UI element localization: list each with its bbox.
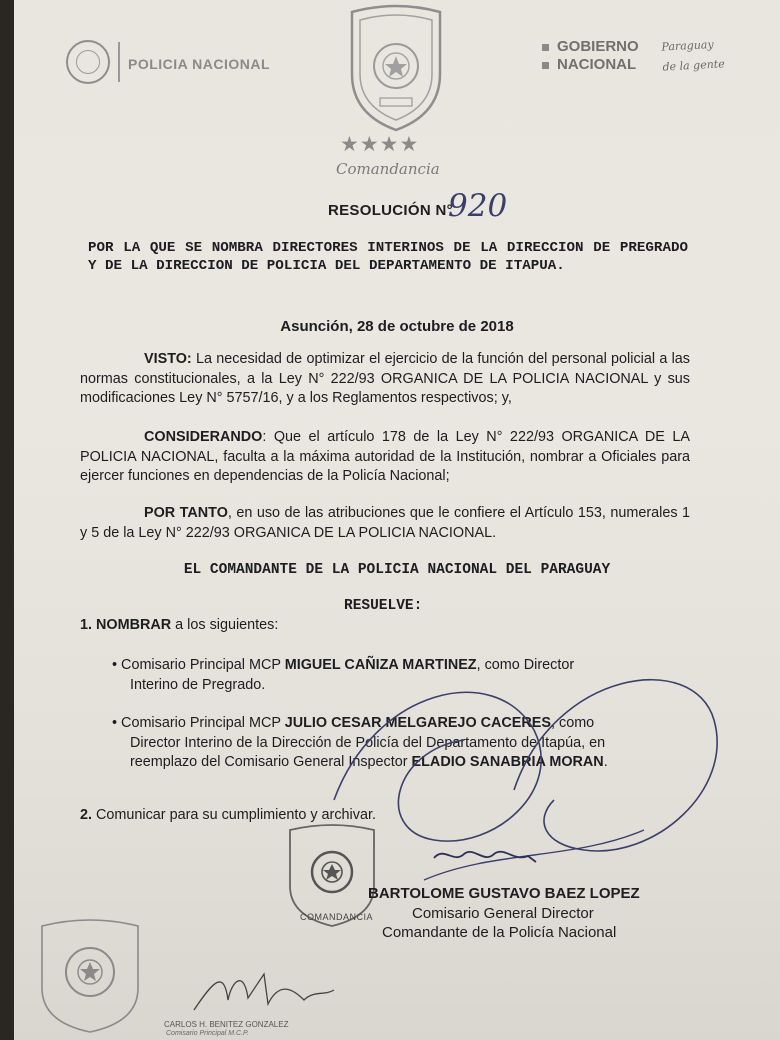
article-2-number: 2.	[80, 807, 93, 823]
square-bullet-icon	[542, 44, 549, 51]
authority-heading: EL COMANDANTE DE LA POLICIA NACIONAL DEL PARAGUAY	[183, 562, 611, 578]
por-tanto-paragraph	[80, 504, 690, 543]
bottom-signer-rank: Comisario Principal M.C.P.	[166, 1030, 249, 1037]
signer-rank: Comisario General Director	[412, 904, 594, 922]
signature-flourish-icon	[314, 650, 754, 900]
considerando-paragraph	[80, 428, 690, 487]
item-1-line2: Interino de Pregrado.	[130, 676, 266, 693]
por-tanto-label: POR TANTO	[144, 505, 228, 521]
signature-block	[368, 884, 640, 943]
resuelve-heading: RESUELVE:	[344, 598, 423, 614]
secondary-stamp-icon	[34, 914, 146, 1034]
subject: POR LA QUE SE NOMBRA DIRECTORES INTERINOS DE LA DIRECCION DE PREGRADO Y DE LA DIRECCION DE POLICIA DEL DEPARTAMENTO DE ITAPUA.	[88, 240, 688, 274]
item-1-suffix: , como Director	[476, 657, 575, 673]
police-logo-inner-icon	[76, 50, 100, 74]
considerando-text: : Que el artículo 178 de la Ley N° 222/93 ORGANICA DE LA POLICIA NACIONAL, faculta a la máxima autoridad de la Institución, nombrar a Oficiales para ejercer funciones en dependencias de la Policía Nacional;	[80, 429, 690, 484]
bullet-icon: •	[112, 715, 118, 731]
place-date: Asunción, 28 de octubre de 2018	[280, 318, 514, 335]
signer-role: Comandante de la Policía Nacional	[382, 924, 617, 941]
header-org-left: POLICIA NACIONAL	[128, 56, 271, 72]
visto-text: La necesidad de optimizar el ejercicio de la función del personal policial a las normas constitucionales, a la Ley N° 222/93 ORGANICA DE LA POLICIA NACIONAL y sus modificaciones Ley N° 5757/16, y a los Reglamentos respectivos; y,	[80, 351, 690, 406]
item-2-name: JULIO CESAR MELGAREJO CACERES	[284, 715, 551, 731]
item-2-prefix: Comisario Principal MCP	[121, 715, 285, 731]
article-1-number: 1.	[80, 617, 93, 633]
item-1-name: MIGUEL CAÑIZA MARTINEZ	[284, 657, 477, 673]
item-2-line3-prefix: reemplazo del Comisario General Inspector	[130, 754, 412, 770]
item-2-line2: Director Interino de la Dirección de Policía del Departamento de Itapúa, en	[130, 734, 606, 751]
resolution-label: RESOLUCIÓN N°	[328, 202, 453, 219]
resolution-number: 920	[448, 188, 508, 224]
gov-line2: NACIONAL	[557, 56, 637, 73]
police-badge-icon	[344, 4, 448, 134]
por-tanto-text: , en uso de las atribuciones que le confiere el Artículo 153, numerales 1 y 5 de la Ley N° 222/93 ORGANICA DE LA POLICIA NACIONAL.	[80, 505, 690, 541]
article-1	[80, 616, 278, 636]
considerando-label: CONSIDERANDO	[144, 429, 263, 445]
seal-stars: ★★★★	[340, 133, 420, 156]
seal-label: Comandancia	[336, 160, 440, 178]
article-1-rest: a los siguientes:	[171, 617, 279, 633]
stamp-label: COMANDANCIA	[300, 912, 374, 922]
gov-line1: GOBIERNO	[557, 38, 639, 55]
visto-label: VISTO:	[144, 351, 192, 367]
handwritten-slogan	[661, 34, 725, 77]
header-org-right	[542, 38, 639, 74]
item-2-line3-name: ELADIO SANABRIA MORAN	[411, 754, 604, 770]
square-bullet-icon	[542, 62, 549, 69]
item-2-line3-suffix: .	[603, 754, 608, 770]
bullet-icon: •	[112, 657, 118, 673]
signer-name: BARTOLOME GUSTAVO BAEZ LOPEZ	[368, 885, 640, 902]
item-1-prefix: Comisario Principal MCP	[121, 657, 285, 673]
slogan-line1: Paraguay	[661, 37, 714, 54]
bottom-signature-scribble-icon	[184, 960, 344, 1020]
header-separator	[118, 42, 120, 82]
slogan-line2: de la gente	[662, 57, 725, 74]
item-2-suffix: , como	[551, 715, 595, 731]
document-page	[14, 0, 780, 1040]
article-2-text: Comunicar para su cumplimiento y archivar.	[96, 807, 376, 823]
bottom-signer-name: CARLOS H. BENITEZ GONZALEZ	[164, 1020, 289, 1029]
visto-paragraph	[80, 350, 690, 409]
article-1-verb: NOMBRAR	[96, 617, 172, 633]
